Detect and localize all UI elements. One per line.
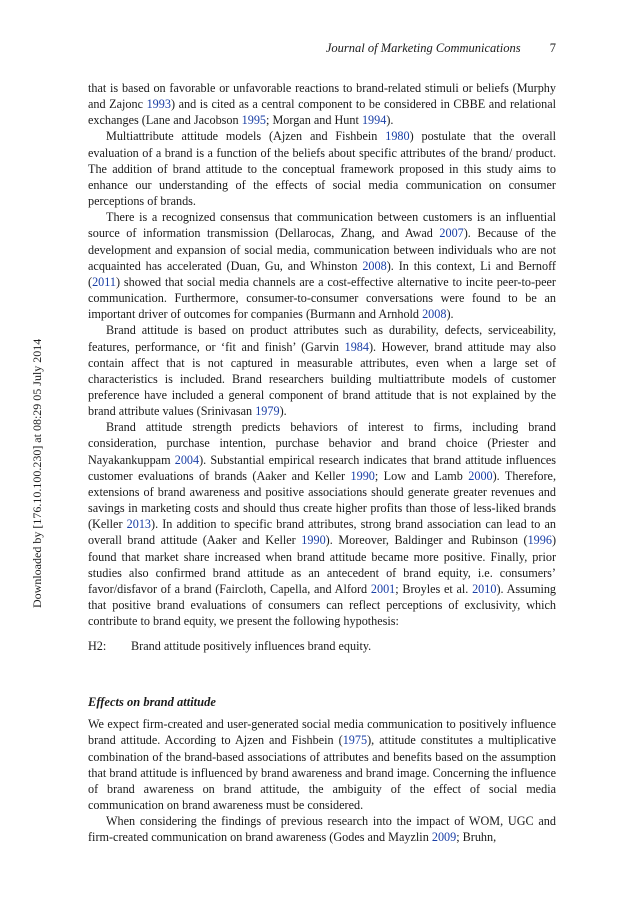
citation-year-link[interactable]: 2010: [472, 581, 497, 596]
paragraph-text: ). Substantial empirical research indicates that brand attitude influences customer evaluations of brands (Aaker and Keller: [88, 452, 557, 483]
paragraph-text: ).: [386, 113, 394, 128]
paragraph-text: ).: [279, 404, 287, 419]
citation-year-link[interactable]: 2009: [431, 830, 457, 845]
citation-year-link[interactable]: 2007: [439, 226, 464, 241]
paragraph-text: Brand attitude is based on product attributes such as durability, defects, serviceability, features, performance, or ‘fit and finish’ (Garvin: [88, 323, 556, 354]
paragraph-text: When considering the findings of previous research into the impact of WOM, UGC and firm-created communication on brand awareness (Godes and Mayzlin: [88, 814, 556, 845]
paragraph-text: ; Broyles et al.: [395, 581, 473, 596]
paragraph-text: ). Therefore, extensions of brand awareness and positive associations should generate greater revenues and savings in marketing costs and should thus create higher profits than those of less-liked brands (Keller: [88, 468, 556, 532]
body-paragraph: [88, 128, 556, 209]
body-paragraph: [88, 80, 556, 128]
paragraph-text: ). In addition to specific brand attributes, strong brand association can lead to an overall brand attitude (Aaker and Keller: [88, 517, 556, 548]
page-number: 7: [549, 41, 556, 55]
paragraph-text: ). Moreover, Baldinger and Rubinson (: [325, 533, 528, 548]
citation-year-link[interactable]: 2000: [468, 468, 493, 483]
body-paragraph: [88, 419, 556, 629]
citation-year-link[interactable]: 1975: [342, 733, 368, 748]
running-head: [88, 40, 556, 56]
citation-year-link[interactable]: 2008: [422, 307, 447, 322]
article-body: [88, 80, 556, 846]
body-paragraph: [88, 813, 556, 845]
citation-year-link[interactable]: 1979: [255, 404, 280, 419]
citation-year-link[interactable]: 1984: [344, 339, 369, 354]
section-paragraphs: [88, 716, 556, 845]
hypothesis-text: Brand attitude positively influences brand equity.: [131, 639, 372, 654]
citation-year-link[interactable]: 2011: [92, 274, 116, 289]
citation-year-link[interactable]: 1990: [350, 468, 375, 483]
paragraph-text: ), attitude constitutes a multiplicative combination of the brand-based associations of attributes and benefits based on the assumption that brand attitude is influenced by brand awareness and brand image. Concerning the influence of brand awareness on brand attitude, the ambiguity of the effect of social media communication on brand awareness must be considered.: [88, 733, 556, 813]
citation-year-link[interactable]: 2008: [362, 258, 387, 273]
body-paragraph: [88, 322, 556, 419]
journal-title: Journal of Marketing Communications: [325, 41, 521, 55]
citation-year-link[interactable]: 1994: [361, 113, 387, 128]
paragraph-text: ) found that market share increased when brand attitude became more positive. Finally, prior studies also confirmed brand attitude as an antecedent of brand equity, i.e. consumers’ favor/disfavor of a brand (Faircloth, Capella, and Alford: [88, 533, 556, 596]
citation-year-link[interactable]: 2001: [370, 581, 396, 596]
paragraph-text: ; Bruhn,: [456, 830, 497, 845]
paragraph-text: ).: [446, 307, 454, 322]
paragraph-text: ). However, brand attitude may also contain affect that is not captured in measurable attributes, even when a large set of characteristics is included. Brand researchers building multiattribute models of customer preference have included a general component of brand attitude that is not explained by the brand attribute values (Srinivasan: [88, 339, 556, 419]
paragraph-text: Multiattribute attitude models (Ajzen and Fishbein: [106, 129, 386, 144]
citation-year-link[interactable]: 1996: [527, 533, 552, 548]
paragraph-text: Brand attitude strength predicts behaviors of interest to firms, including brand consideration, purchase intention, purchase behavior and brand choice (Priester and Nayakankuppam: [88, 420, 556, 467]
paragraph-text: ; Morgan and Hunt: [266, 113, 362, 128]
paragraph-text: ). Assuming that positive brand evaluations of consumers can reflect perceptions of exclusivity, which contribute to brand equity, we present the following hypothesis:: [88, 581, 557, 629]
paragraph-text: There is a recognized consensus that communication between customers is an influential source of information transmission (Dellarocas, Zhang, and Awad: [88, 210, 556, 241]
citation-year-link[interactable]: 2004: [174, 452, 200, 467]
hypothesis-label: H2:: [88, 639, 107, 654]
citation-year-link[interactable]: 2013: [126, 517, 152, 532]
hypothesis-h2: [88, 638, 556, 654]
citation-year-link[interactable]: 1993: [146, 97, 171, 112]
paragraph-text: ). Because of the development and expansion of social media, communication between individuals who are not acquainted has accelerated (Duan, Gu, and Whinston: [88, 226, 556, 273]
paragraphs-before-hypothesis: [88, 80, 556, 629]
paragraph-text: ) and is cited as a central component to be considered in CBBE and relational exchanges (Lane and Jacobson: [88, 97, 556, 128]
section-heading: Effects on brand attitude: [88, 695, 216, 710]
citation-year-link[interactable]: 1990: [301, 533, 326, 548]
body-paragraph: [88, 209, 556, 322]
paragraph-text: We expect firm-created and user-generated social media communication to positively influence brand attitude. According to Ajzen and Fishbein (: [88, 717, 556, 748]
citation-year-link[interactable]: 1980: [385, 129, 410, 144]
paragraph-text: ; Low and Lamb: [374, 468, 469, 483]
paragraph-text: that is based on favorable or unfavorable reactions to brand-related stimuli or beliefs (Murphy and Zajonc: [88, 81, 556, 112]
citation-year-link[interactable]: 1995: [241, 113, 267, 128]
body-paragraph: [88, 716, 556, 813]
paragraph-text: ). In this context, Li and Bernoff (: [88, 258, 556, 289]
paragraph-text: ) showed that social media channels are a cost-effective alternative to incite peer-to-peer communication. Furthermore, consumer-to-consumer conversations were found to be an important driver of outcomes for companies (Burmann and Arnhold: [88, 274, 556, 322]
paragraph-text: ) postulate that the overall evaluation of a brand is a function of the beliefs about specific attributes of the brand/ product. The addition of brand attitude to the conceptual framework proposed in this study aims to enhance our understanding of the effects of social media communication on consumer perceptions of brands.: [88, 129, 556, 209]
download-watermark: Downloaded by [176.10.100.230] at 08:29 05 July 2014: [30, 338, 44, 608]
